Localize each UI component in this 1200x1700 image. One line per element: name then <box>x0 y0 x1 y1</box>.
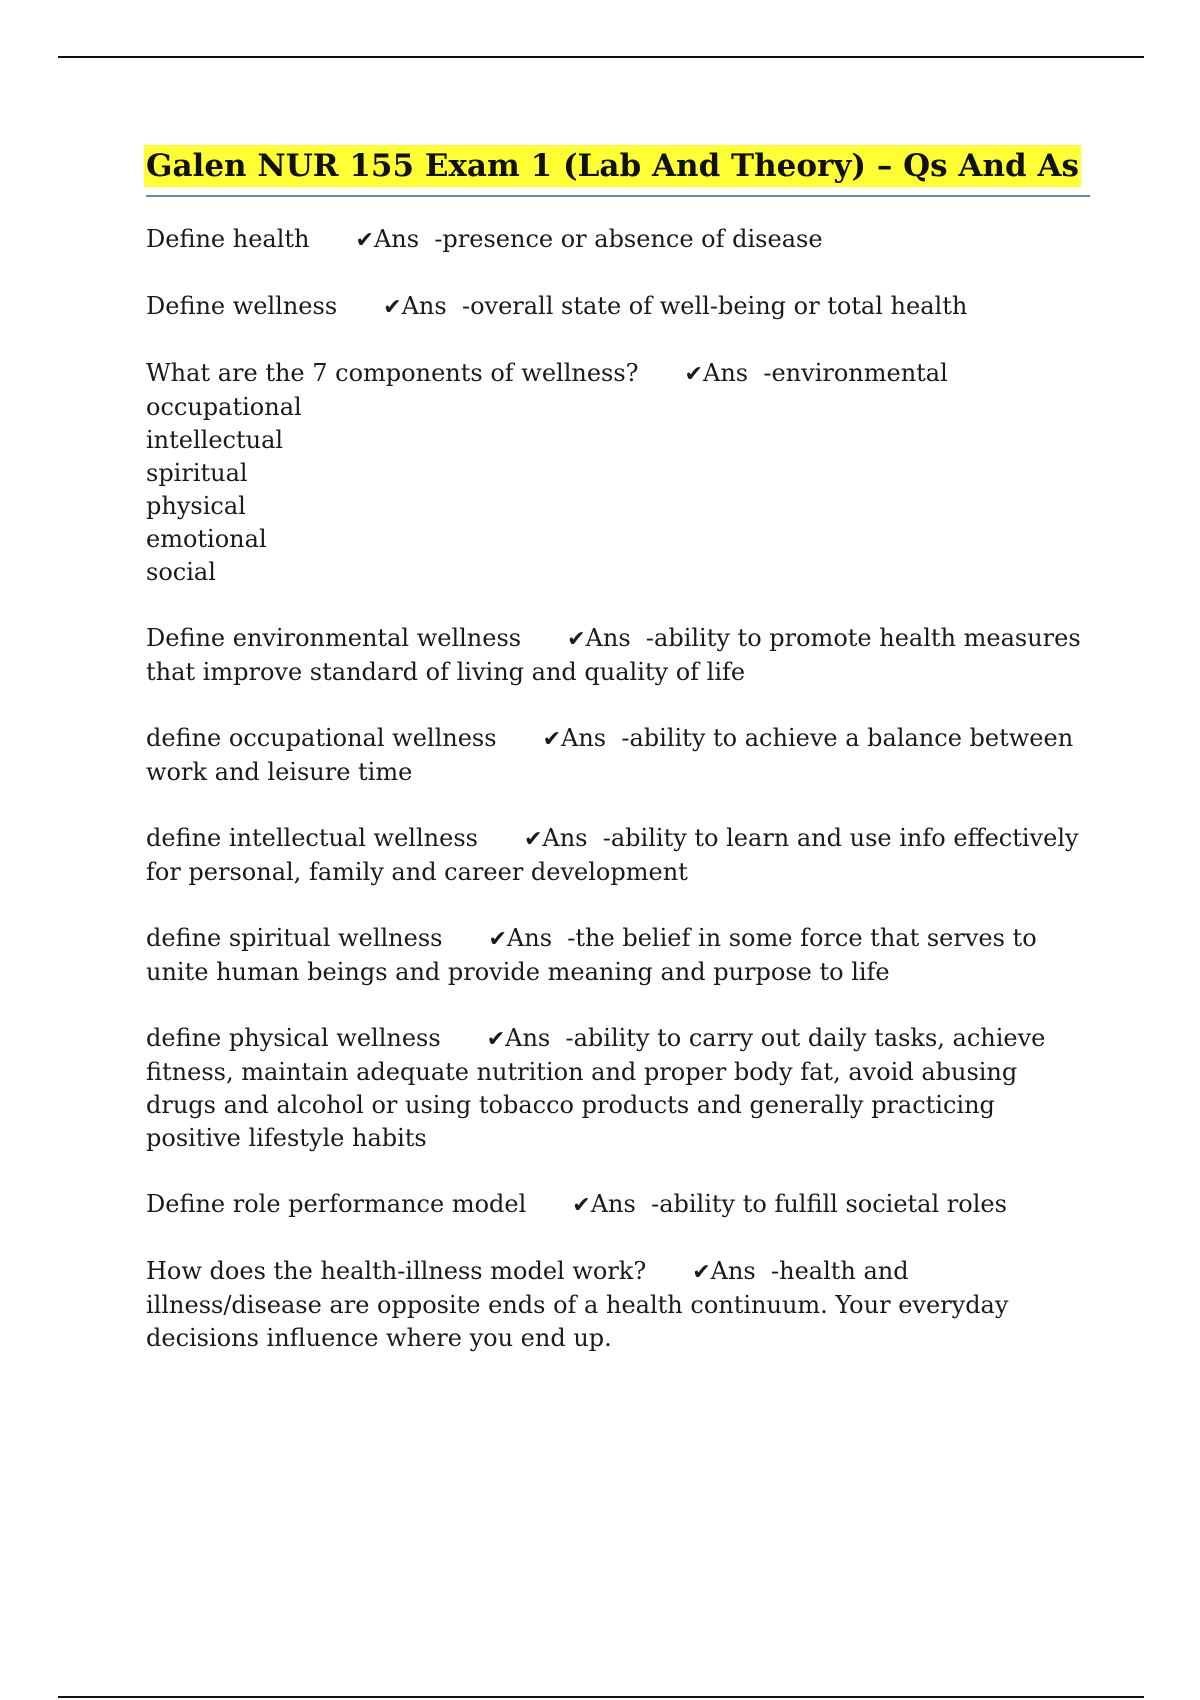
question-text: Define environmental wellness <box>146 624 522 652</box>
question-text: How does the health-illness model work? <box>146 1257 647 1285</box>
answer-text: -overall state of well-being or total health <box>461 292 968 320</box>
question-text: Define wellness <box>146 292 338 320</box>
answer-text: -environmental <box>763 359 948 387</box>
answer-label: Ans <box>401 292 447 320</box>
document-title: Galen NUR 155 Exam 1 (Lab And Theory) – Qs And As <box>144 145 1081 187</box>
checkmark-icon: ✔ <box>523 827 543 852</box>
answer-label: Ans <box>506 924 553 952</box>
question-text: What are the 7 components of wellness? <box>146 359 639 387</box>
answer-label: Ans <box>505 1024 551 1052</box>
answer-text: -ability to learn and use info effectively for personal, family and career development <box>146 824 1079 886</box>
qa-item <box>146 357 1090 589</box>
question-text: define intellectual wellness <box>146 824 478 852</box>
answer-label: Ans <box>710 1257 756 1285</box>
answer-list-line: occupational <box>146 393 302 421</box>
qa-item <box>146 223 1090 257</box>
answer-label: Ans <box>590 1190 636 1218</box>
question-text: define physical wellness <box>146 1024 441 1052</box>
checkmark-icon: ✔ <box>355 228 374 253</box>
checkmark-icon: ✔ <box>684 362 703 387</box>
bottom-rule <box>58 1696 1144 1698</box>
qa-item <box>146 922 1090 989</box>
answer-text: -ability to achieve a balance between work and leisure time <box>146 724 1074 786</box>
answer-list-line: social <box>146 558 216 586</box>
answer-list-line: physical <box>146 492 246 520</box>
answer-label: Ans <box>373 225 420 253</box>
answer-label: Ans <box>585 624 631 652</box>
answer-list-line: emotional <box>146 525 267 553</box>
answer-label: Ans <box>542 824 588 852</box>
qa-list <box>146 223 1090 1355</box>
checkmark-icon: ✔ <box>486 1027 506 1052</box>
qa-item <box>146 1022 1090 1155</box>
answer-label: Ans <box>702 359 749 387</box>
checkmark-icon: ✔ <box>572 1193 591 1218</box>
answer-text: -ability to promote health measures that improve standard of living and quality of life <box>146 624 1081 686</box>
checkmark-icon: ✔ <box>383 295 402 320</box>
qa-item <box>146 290 1090 324</box>
question-text: define spiritual wellness <box>146 924 443 952</box>
document-body <box>146 145 1090 1388</box>
checkmark-icon: ✔ <box>542 727 561 752</box>
qa-item <box>146 1255 1090 1355</box>
top-rule <box>58 56 1144 58</box>
answer-list-line: spiritual <box>146 459 248 487</box>
qa-item <box>146 1188 1090 1222</box>
checkmark-icon: ✔ <box>567 627 586 652</box>
answer-text: -ability to carry out daily tasks, achieve fitness, maintain adequate nutrition and proper body fat, avoid abusing drugs and alcohol or using tobacco products and generally practicing positive lifestyle habits <box>146 1024 1046 1152</box>
qa-item <box>146 622 1090 689</box>
answer-text: -health and illness/disease are opposite ends of a health continuum. Your everyday decisions influence where you end up. <box>146 1257 1009 1352</box>
answer-text: -the belief in some force that serves to unite human beings and provide meaning and purpose to life <box>146 924 1037 986</box>
question-text: Define role performance model <box>146 1190 527 1218</box>
question-text: define occupational wellness <box>146 724 497 752</box>
checkmark-icon: ✔ <box>692 1260 711 1285</box>
qa-item <box>146 722 1090 789</box>
answer-label: Ans <box>561 724 607 752</box>
answer-list-line: intellectual <box>146 426 284 454</box>
checkmark-icon: ✔ <box>488 927 507 952</box>
title-block <box>146 145 1090 197</box>
answer-text: -presence or absence of disease <box>434 225 823 253</box>
qa-item <box>146 822 1090 889</box>
answer-text: -ability to fulfill societal roles <box>651 1190 1007 1218</box>
question-text: Define health <box>146 225 310 253</box>
